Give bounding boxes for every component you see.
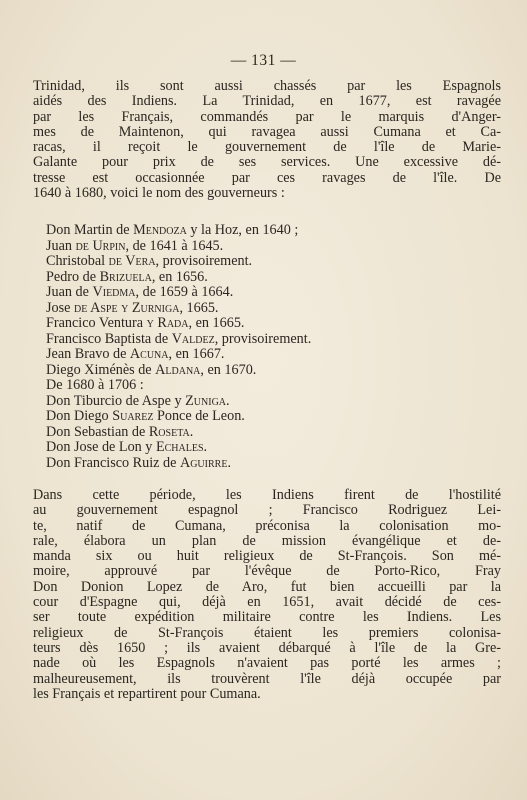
text-line: Trinidad, ils sont aussi chassés par les Espagnols [33, 78, 501, 94]
list-item: Don Tiburcio de Aspe y Zuniga. [46, 392, 230, 409]
text-line: Don Donion Lopez de Aro, fut bien accueilli par la [33, 578, 501, 595]
text-line: par les Français, commandés par le marquis d'Anger- [33, 108, 501, 125]
text-line: rale, élabora un plan de mission évangélique et de- [33, 532, 501, 549]
text-line: teurs dès 1650 ; ils avaient débarqué à l'île de la Gre- [33, 639, 501, 656]
text-line: mes de Maintenon, qui ravagea aussi Cumana et Ca- [33, 123, 501, 140]
list-item: Juan de Urpin, de 1641 à 1645. [46, 237, 224, 254]
text-line: moire, approuvé par l'évêque de Porto-Rico, Fray [33, 563, 501, 580]
list-item: Diego Ximénès de Aldana, en 1670. [46, 361, 257, 378]
list-item: De 1680 à 1706 : [46, 377, 144, 393]
text-line: au gouvernement espagnol ; Francisco Rodriguez Lei- [33, 502, 501, 519]
text-line: manda six ou huit religieux de St-François. Son mé- [33, 548, 501, 565]
text-line: les Français et repartirent pour Cumana. [33, 685, 261, 702]
text-line: tresse est occasionnée par ces ravages de l'île. De [33, 169, 501, 186]
text-line: racas, il reçoit le gouvernement de l'île de Marie- [33, 139, 501, 156]
text-line: religieux de St-François étaient les premiers colonisa- [33, 624, 501, 641]
list-item: Francico Ventura y Rada, en 1665. [46, 315, 245, 331]
paragraph-period [33, 488, 501, 702]
page-number: — 131 — [230, 52, 297, 69]
list-item: Jean Bravo de Acuna, en 1667. [46, 346, 225, 362]
list-item: Don Diego Suarez Ponce de Leon. [46, 408, 245, 424]
list-item: Jose de Aspe y Zurniga, 1665. [46, 299, 219, 316]
paragraph-intro [33, 79, 501, 201]
text-line: aidés des Indiens. La Trinidad, en 1677, est ravagée [33, 93, 501, 110]
text-line: nade où les Espagnols n'avaient pas porté les armes ; [33, 655, 501, 672]
text-line: malheureusement, ils trouvèrent l'île déjà occupée par [33, 670, 501, 687]
list-item: Christobal de Vera, provisoirement. [46, 253, 253, 269]
list-item: Don Sebastian de Roseta. [46, 423, 194, 440]
text-line: Dans cette période, les Indiens firent de l'hostilité [33, 487, 501, 503]
list-item: Francisco Baptista de Valdez, provisoirement. [46, 330, 312, 347]
text-line: ser toute expédition militaire contre les Indiens. Les [33, 609, 501, 626]
governors-list [46, 223, 466, 471]
list-item: Don Francisco Ruiz de Aguirre. [46, 454, 231, 471]
list-item: Pedro de Brizuela, en 1656. [46, 268, 208, 285]
list-item: Don Jose de Lon y Echales. [46, 439, 208, 455]
text-line: Galante pour prix de ses services. Une excessive dé- [33, 154, 501, 171]
text-line: te, natif de Cumana, préconisa la colonisation mo- [33, 517, 501, 534]
text-line: 1640 à 1680, voici le nom des gouverneurs : [33, 185, 285, 202]
list-item: Don Martin de Mendoza y la Hoz, en 1640 ; [46, 222, 299, 238]
text-line: cour d'Espagne qui, déjà en 1651, avait décidé de ces- [33, 594, 501, 611]
list-item: Juan de Viedma, de 1659 à 1664. [46, 284, 234, 300]
